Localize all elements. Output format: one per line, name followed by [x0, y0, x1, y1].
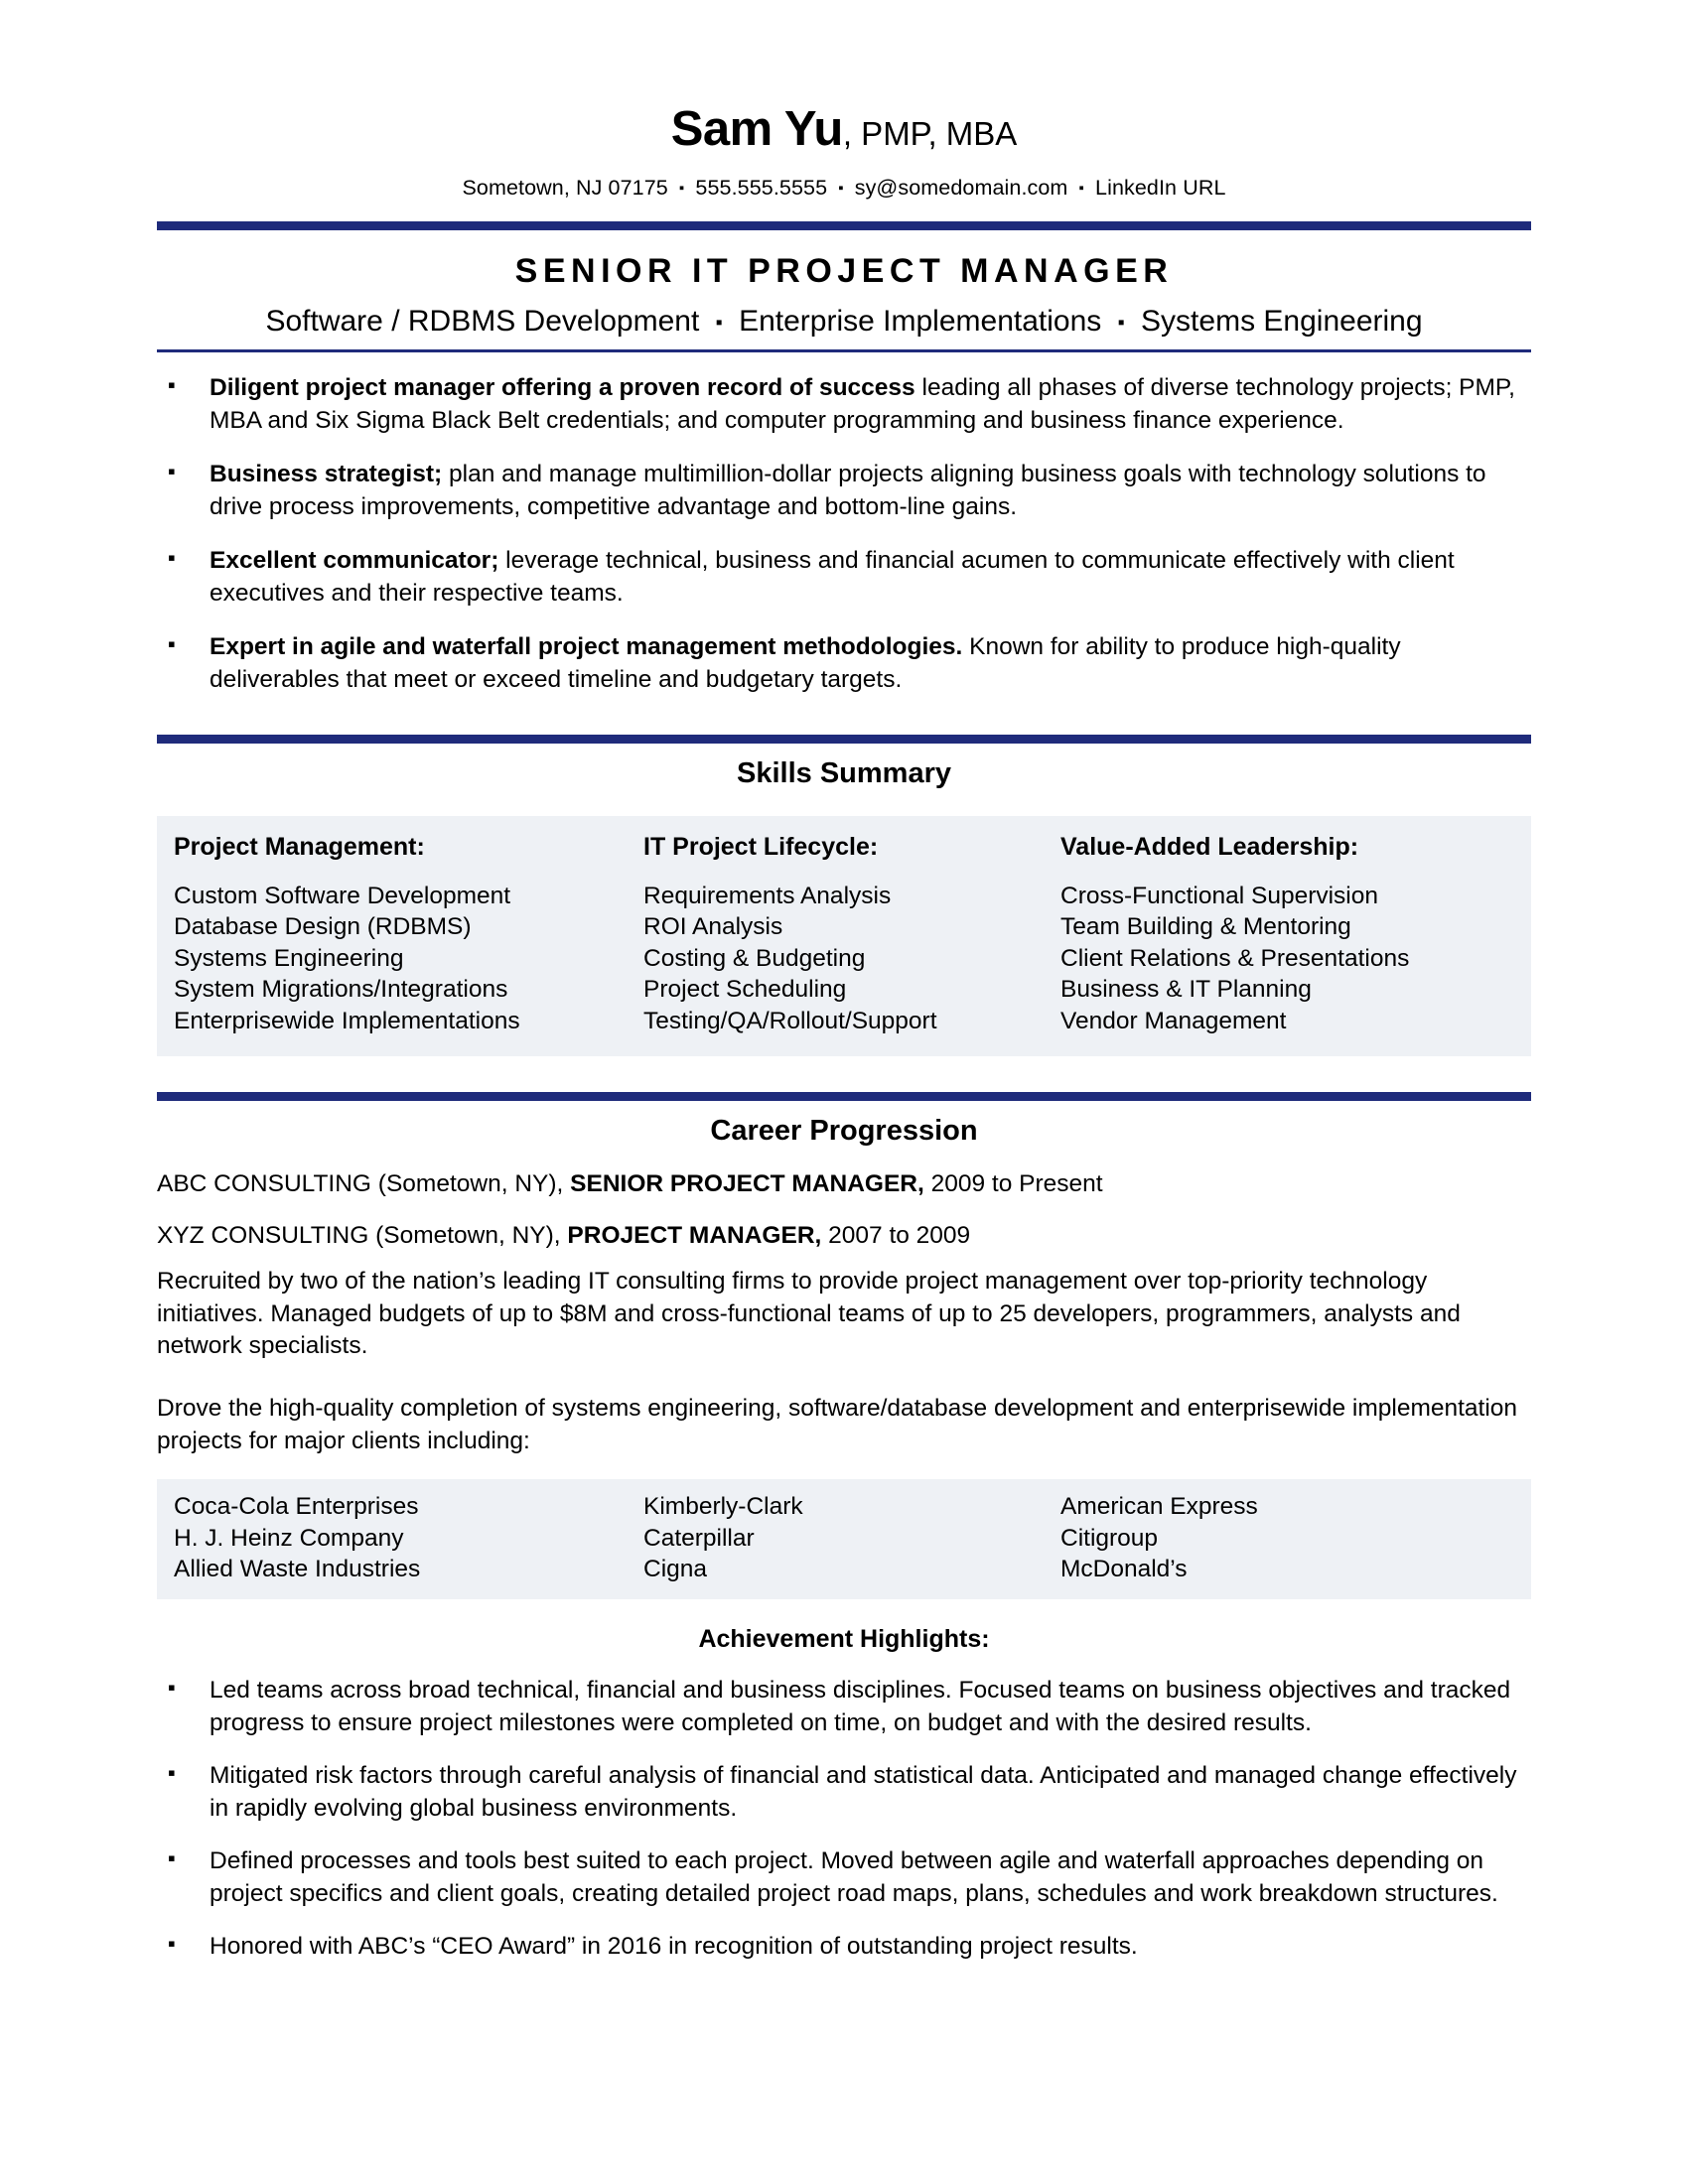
- contact-location: Sometown, NJ 07175: [462, 176, 668, 200]
- list-item: ▪ Led teams across broad technical, financial and business disciplines. Focused teams on business objectives and tracked progress to ensure project milestones were completed on time, on budget and with the desired results.: [157, 1675, 1531, 1739]
- career-dates: 2007 to 2009: [821, 1222, 971, 1250]
- list-item: [157, 545, 1531, 610]
- skills-item: Testing/QA/Rollout/Support: [643, 1008, 937, 1034]
- client-name: American Express: [1060, 1493, 1258, 1521]
- clients-column: [174, 1491, 643, 1585]
- clients-table: [157, 1479, 1531, 1599]
- skills-item: Enterprisewide Implementations: [174, 1008, 520, 1034]
- contact-email[interactable]: sy@somedomain.com: [854, 176, 1068, 200]
- skills-column-header: Project Management:: [174, 832, 425, 861]
- specialty-1: Software / RDBMS Development: [265, 305, 700, 338]
- separator-square-icon: ▪: [678, 180, 685, 197]
- bullet-lead: Excellent communicator;: [210, 547, 499, 575]
- contact-line: [157, 176, 1531, 201]
- bullet-lead: Business strategist;: [210, 461, 443, 488]
- bullet-lead: Diligent project manager offering a proven record of success: [210, 374, 915, 401]
- specialty-2: Enterprise Implementations: [739, 305, 1102, 338]
- bullet-text: Known for ability to produce high-quality deliverables that meet or exceed timeline and budgetary targets.: [210, 633, 1401, 694]
- career-role: SENIOR PROJECT MANAGER,: [570, 1169, 924, 1197]
- career-entry: [157, 1220, 1531, 1252]
- list-item: [157, 459, 1531, 523]
- skills-column-it-project-lifecycle: [643, 833, 1060, 1037]
- list-item: ▪ Defined processes and tools best suited to each project. Moved between agile and waterfall approaches depending on project specifics and client goals, creating detailed project road maps, plans, schedules and work breakdown structures.: [157, 1845, 1531, 1910]
- skills-column-header: IT Project Lifecycle:: [643, 832, 879, 861]
- list-item: [157, 372, 1531, 437]
- client-name: Caterpillar: [643, 1524, 755, 1552]
- client-name: Citigroup: [1060, 1524, 1159, 1552]
- skills-item: ROI Analysis: [643, 913, 783, 941]
- skills-column-project-management: [174, 833, 643, 1037]
- section-heading-skills: Skills Summary: [737, 756, 951, 789]
- name-credentials: , PMP, MBA: [842, 115, 1018, 152]
- clients-column: [643, 1491, 1060, 1585]
- separator-square-icon: ▪: [1117, 312, 1125, 334]
- career-paragraph-2: Drove the high-quality completion of systems engineering, software/database development and enterprisewide implementation projects for major clients including:: [157, 1395, 1518, 1454]
- skills-item: Project Scheduling: [643, 976, 847, 1004]
- bullet-lead: Expert in agile and waterfall project management methodologies.: [210, 633, 963, 661]
- contact-linkedin[interactable]: LinkedIn URL: [1095, 176, 1226, 200]
- page-title: Sam Yu: [670, 102, 843, 156]
- clients-column: [1060, 1491, 1514, 1585]
- separator-square-icon: ▪: [715, 312, 723, 334]
- separator-square-icon: ▪: [838, 180, 844, 197]
- contact-phone: 555.555.5555: [695, 176, 828, 200]
- specialties-line: [157, 305, 1531, 339]
- divider-header: [157, 221, 1531, 230]
- divider-title: [157, 349, 1531, 352]
- list-item: ▪ Honored with ABC’s “CEO Award” in 2016 in recognition of outstanding project results.: [157, 1931, 1531, 1964]
- career-paragraph-1: Recruited by two of the nation’s leading IT consulting firms to provide project management over top-priority technology initiatives. Managed budgets of up to $8M and cross-functional teams of up to 25 developers, programmers, analysts and network specialists.: [157, 1268, 1461, 1360]
- achievements-list: [157, 1675, 1531, 1964]
- summary-bullet-list: [157, 372, 1531, 697]
- skills-item: Database Design (RDBMS): [174, 913, 472, 941]
- list-item: [157, 631, 1531, 696]
- separator-square-icon: ▪: [1078, 180, 1084, 197]
- specialty-3: Systems Engineering: [1141, 305, 1423, 338]
- header-name-line: [157, 0, 1531, 154]
- skills-column-header: Value-Added Leadership:: [1060, 832, 1359, 861]
- bullet-text: plan and manage multimillion-dollar projects aligning business goals with technology solutions to drive process improvements, competitive advantage and bottom-line gains.: [210, 461, 1486, 520]
- client-name: Allied Waste Industries: [174, 1556, 421, 1583]
- skills-item: Custom Software Development: [174, 882, 511, 909]
- client-name: H. J. Heinz Company: [174, 1524, 404, 1552]
- skills-item: Requirements Analysis: [643, 882, 892, 909]
- skills-table: [157, 816, 1531, 1056]
- career-company: XYZ CONSULTING (Sometown, NY),: [157, 1222, 568, 1250]
- skills-item: Team Building & Mentoring: [1060, 913, 1351, 941]
- skills-item: Client Relations & Presentations: [1060, 944, 1410, 972]
- job-title: SENIOR IT PROJECT MANAGER: [514, 252, 1174, 290]
- bullet-text: leverage technical, business and financial acumen to communicate effectively with client executives and their respective teams.: [210, 547, 1455, 607]
- skills-item: Systems Engineering: [174, 944, 404, 972]
- client-name: Cigna: [643, 1556, 708, 1583]
- divider-skills: [157, 735, 1531, 744]
- skills-item: Cross-Functional Supervision: [1060, 882, 1378, 909]
- career-role: PROJECT MANAGER,: [567, 1222, 822, 1250]
- client-name: Kimberly-Clark: [643, 1493, 803, 1521]
- client-name: McDonald’s: [1060, 1556, 1188, 1583]
- career-company: ABC CONSULTING (Sometown, NY),: [157, 1169, 571, 1197]
- divider-career: [157, 1092, 1531, 1101]
- skills-item: Costing & Budgeting: [643, 944, 866, 972]
- skills-item: System Migrations/Integrations: [174, 976, 508, 1004]
- section-heading-career: Career Progression: [710, 1114, 978, 1147]
- skills-column-value-added-leadership: [1060, 833, 1514, 1037]
- achievements-heading: Achievement Highlights:: [698, 1624, 990, 1653]
- skills-item: Business & IT Planning: [1060, 976, 1312, 1004]
- career-entry: [157, 1168, 1531, 1200]
- bullet-text: leading all phases of diverse technology projects; PMP, MBA and Six Sigma Black Belt credentials; and computer programming and business finance experience.: [210, 374, 1515, 434]
- client-name: Coca-Cola Enterprises: [174, 1493, 419, 1521]
- list-item: ▪ Mitigated risk factors through careful analysis of financial and statistical data. Anticipated and managed change effectively in rapidly evolving global business environments.: [157, 1760, 1531, 1825]
- skills-item: Vendor Management: [1060, 1008, 1287, 1034]
- career-dates: 2009 to Present: [923, 1169, 1103, 1197]
